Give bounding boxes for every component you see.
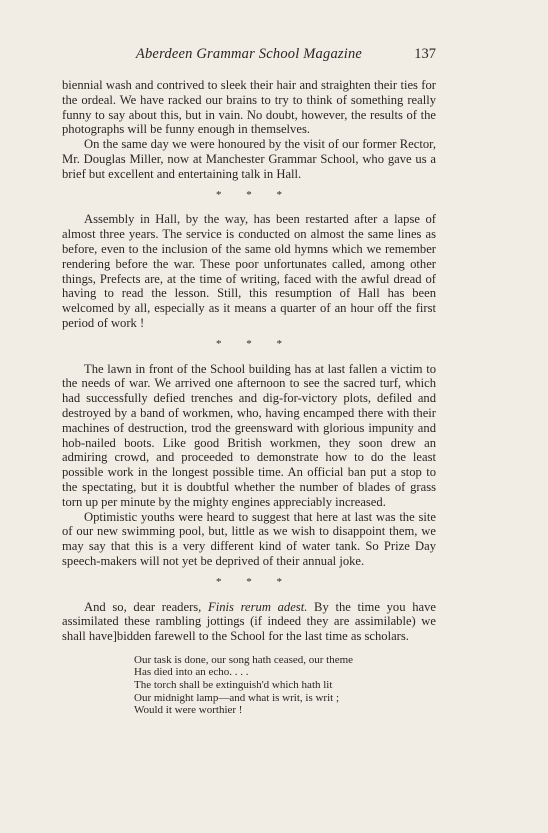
separator-star: * [276, 337, 282, 350]
separator-star: * [246, 575, 252, 588]
paragraph-3: Assembly in Hall, by the way, has been restarted after a lapse of almost three years. The service is conducted on almost the same lines as before, even to the inclusion of the same old hymns which we remember rendering before the war. These poor unfortunates called, among other things, Prefects are, at the time of writing, faced with the awful dread of having to read the lesson. Still, this resumption of Hall has been welcomed by all, especially as it means a quarter of an hour off the first period of work ! [62, 212, 436, 330]
separator-star: * [276, 575, 282, 588]
paragraph-4: The lawn in front of the School building has at last fallen a victim to the needs of war. We arrived one afternoon to see the sacred turf, which had successfully defied trenches and dig-for-victory plots, defiled and destroyed by a band of workmen, who, having encamped there with their machines of destruction, trod the greensward with glorious impunity and hob-nailed boots. Like good British workmen, they soon drew an admiring crowd, and proceeded to demonstrate how to do the least possible work in the longest possible time. An official ban put a stop to the spectating, but it is doubtful whether the number of blades of grass torn up per minute by the mighty engines appreciably increased. [62, 361, 436, 509]
separator-star: * [216, 337, 222, 350]
section-separator-1 [62, 188, 436, 203]
verse-quotation [134, 654, 436, 717]
separator-star: * [246, 337, 252, 350]
paragraph-2: On the same day we were honoured by the visit of our former Rector, Mr. Douglas Miller, now at Manchester Grammar School, who gave us a brief but excellent and entertaining talk in Hall. [62, 137, 436, 181]
page-number: 137 [414, 46, 436, 62]
separator-star: * [276, 188, 282, 201]
separator-star: * [216, 188, 222, 201]
paragraph-5: Optimistic youths were heard to suggest that here at last was the site of our new swimming pool, but, little as we wish to disappoint them, we may say that this is a very different kind of water tank. So Prize Day speech-makers will not yet be deprived of their annual joke. [62, 509, 436, 568]
verse-line: Our task is done, our song hath ceased, our theme [134, 653, 354, 666]
separator-star: * [246, 188, 252, 201]
paragraph-6-start: And so, dear readers, [84, 599, 209, 614]
verse-line: Has died into an echo. . . . [134, 666, 249, 679]
section-separator-2 [62, 337, 436, 352]
latin-phrase: Finis rerum adest. [208, 599, 308, 614]
section-separator-3 [62, 575, 436, 590]
paragraph-1: biennial wash and contrived to sleek their hair and straighten their ties for the ordeal. We have racked our brains to try to think of something really funny to say about this, but in vain. No doubt, however, the results of the photographs will be funny enough in themselves. [62, 78, 436, 137]
separator-star: * [216, 575, 222, 588]
verse-line: Would it were worthier ! [134, 704, 243, 717]
article-body [62, 78, 436, 717]
verse-line: Our midnight lamp—and what is writ, is writ ; [134, 691, 340, 704]
running-title: Aberdeen Grammar School Magazine [135, 46, 363, 62]
paragraph-6-end: By the time you have assimilated these rambling jottings (if indeed they are assimilable) we shall have]bidden farewell to the School for the last time as scholars. [62, 599, 436, 644]
paragraph-6 [62, 600, 436, 644]
page-header [62, 46, 436, 68]
verse-line: The torch shall be extinguish'd which hath lit [134, 679, 333, 692]
